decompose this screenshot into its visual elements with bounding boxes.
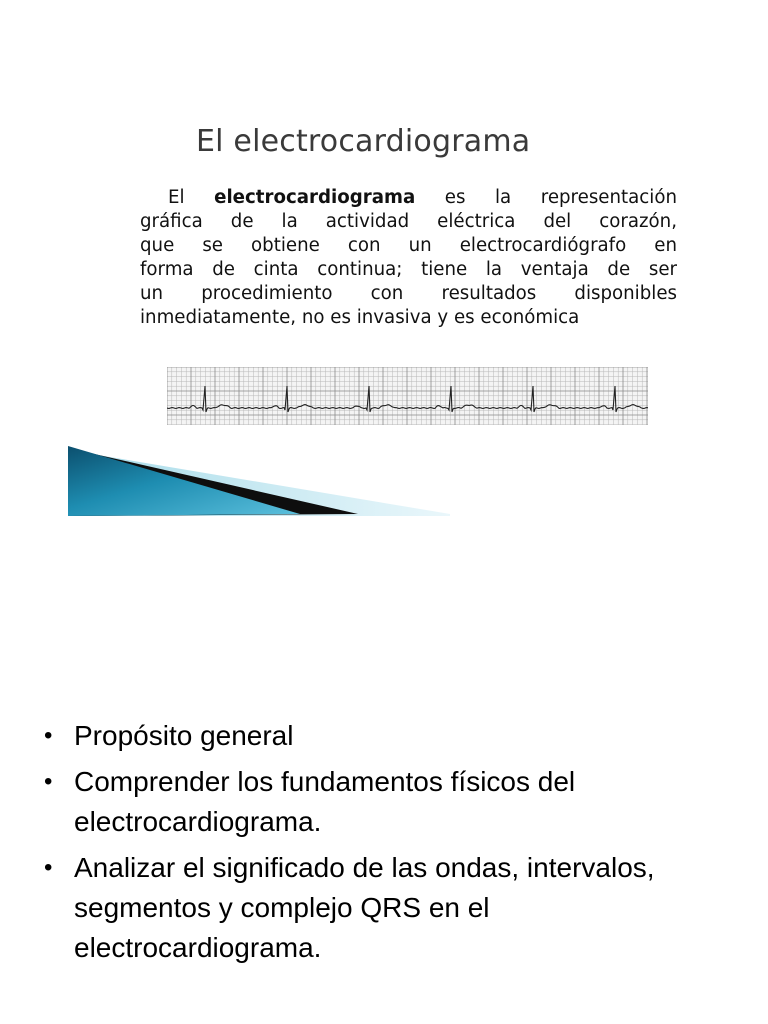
bullet-icon: • (44, 854, 53, 881)
decorative-wedge (68, 446, 450, 516)
list-item: • Propósito general (40, 716, 740, 756)
definition-term: electrocardiograma (214, 187, 416, 208)
list-item: • Comprender los fundamentos físicos del electrocardiograma. (40, 762, 740, 842)
objectives-list (40, 716, 740, 974)
ecg-strip-image (167, 367, 648, 425)
bullet-icon: • (44, 722, 53, 749)
bullet-icon: • (44, 768, 53, 795)
definition-line: forma de cinta continua; tiene la ventaja de ser (140, 259, 677, 280)
definition-paragraph (114, 186, 677, 330)
definition-line: inmediatamente, no es invasiva y es económica (140, 307, 580, 328)
definition-line: que se obtiene con un electrocardiógrafo en (140, 235, 677, 256)
definition-line: gráfica de la actividad eléctrica del corazón, (140, 211, 677, 232)
list-item: • Analizar el significado de las ondas, intervalos, segmentos y complejo QRS en el electrocardiograma. (40, 848, 740, 968)
definition-line: El electrocardiograma es la representación (168, 187, 678, 208)
definition-line: un procedimiento con resultados disponibles (140, 283, 677, 304)
slide-title: El electrocardiograma (196, 124, 531, 159)
